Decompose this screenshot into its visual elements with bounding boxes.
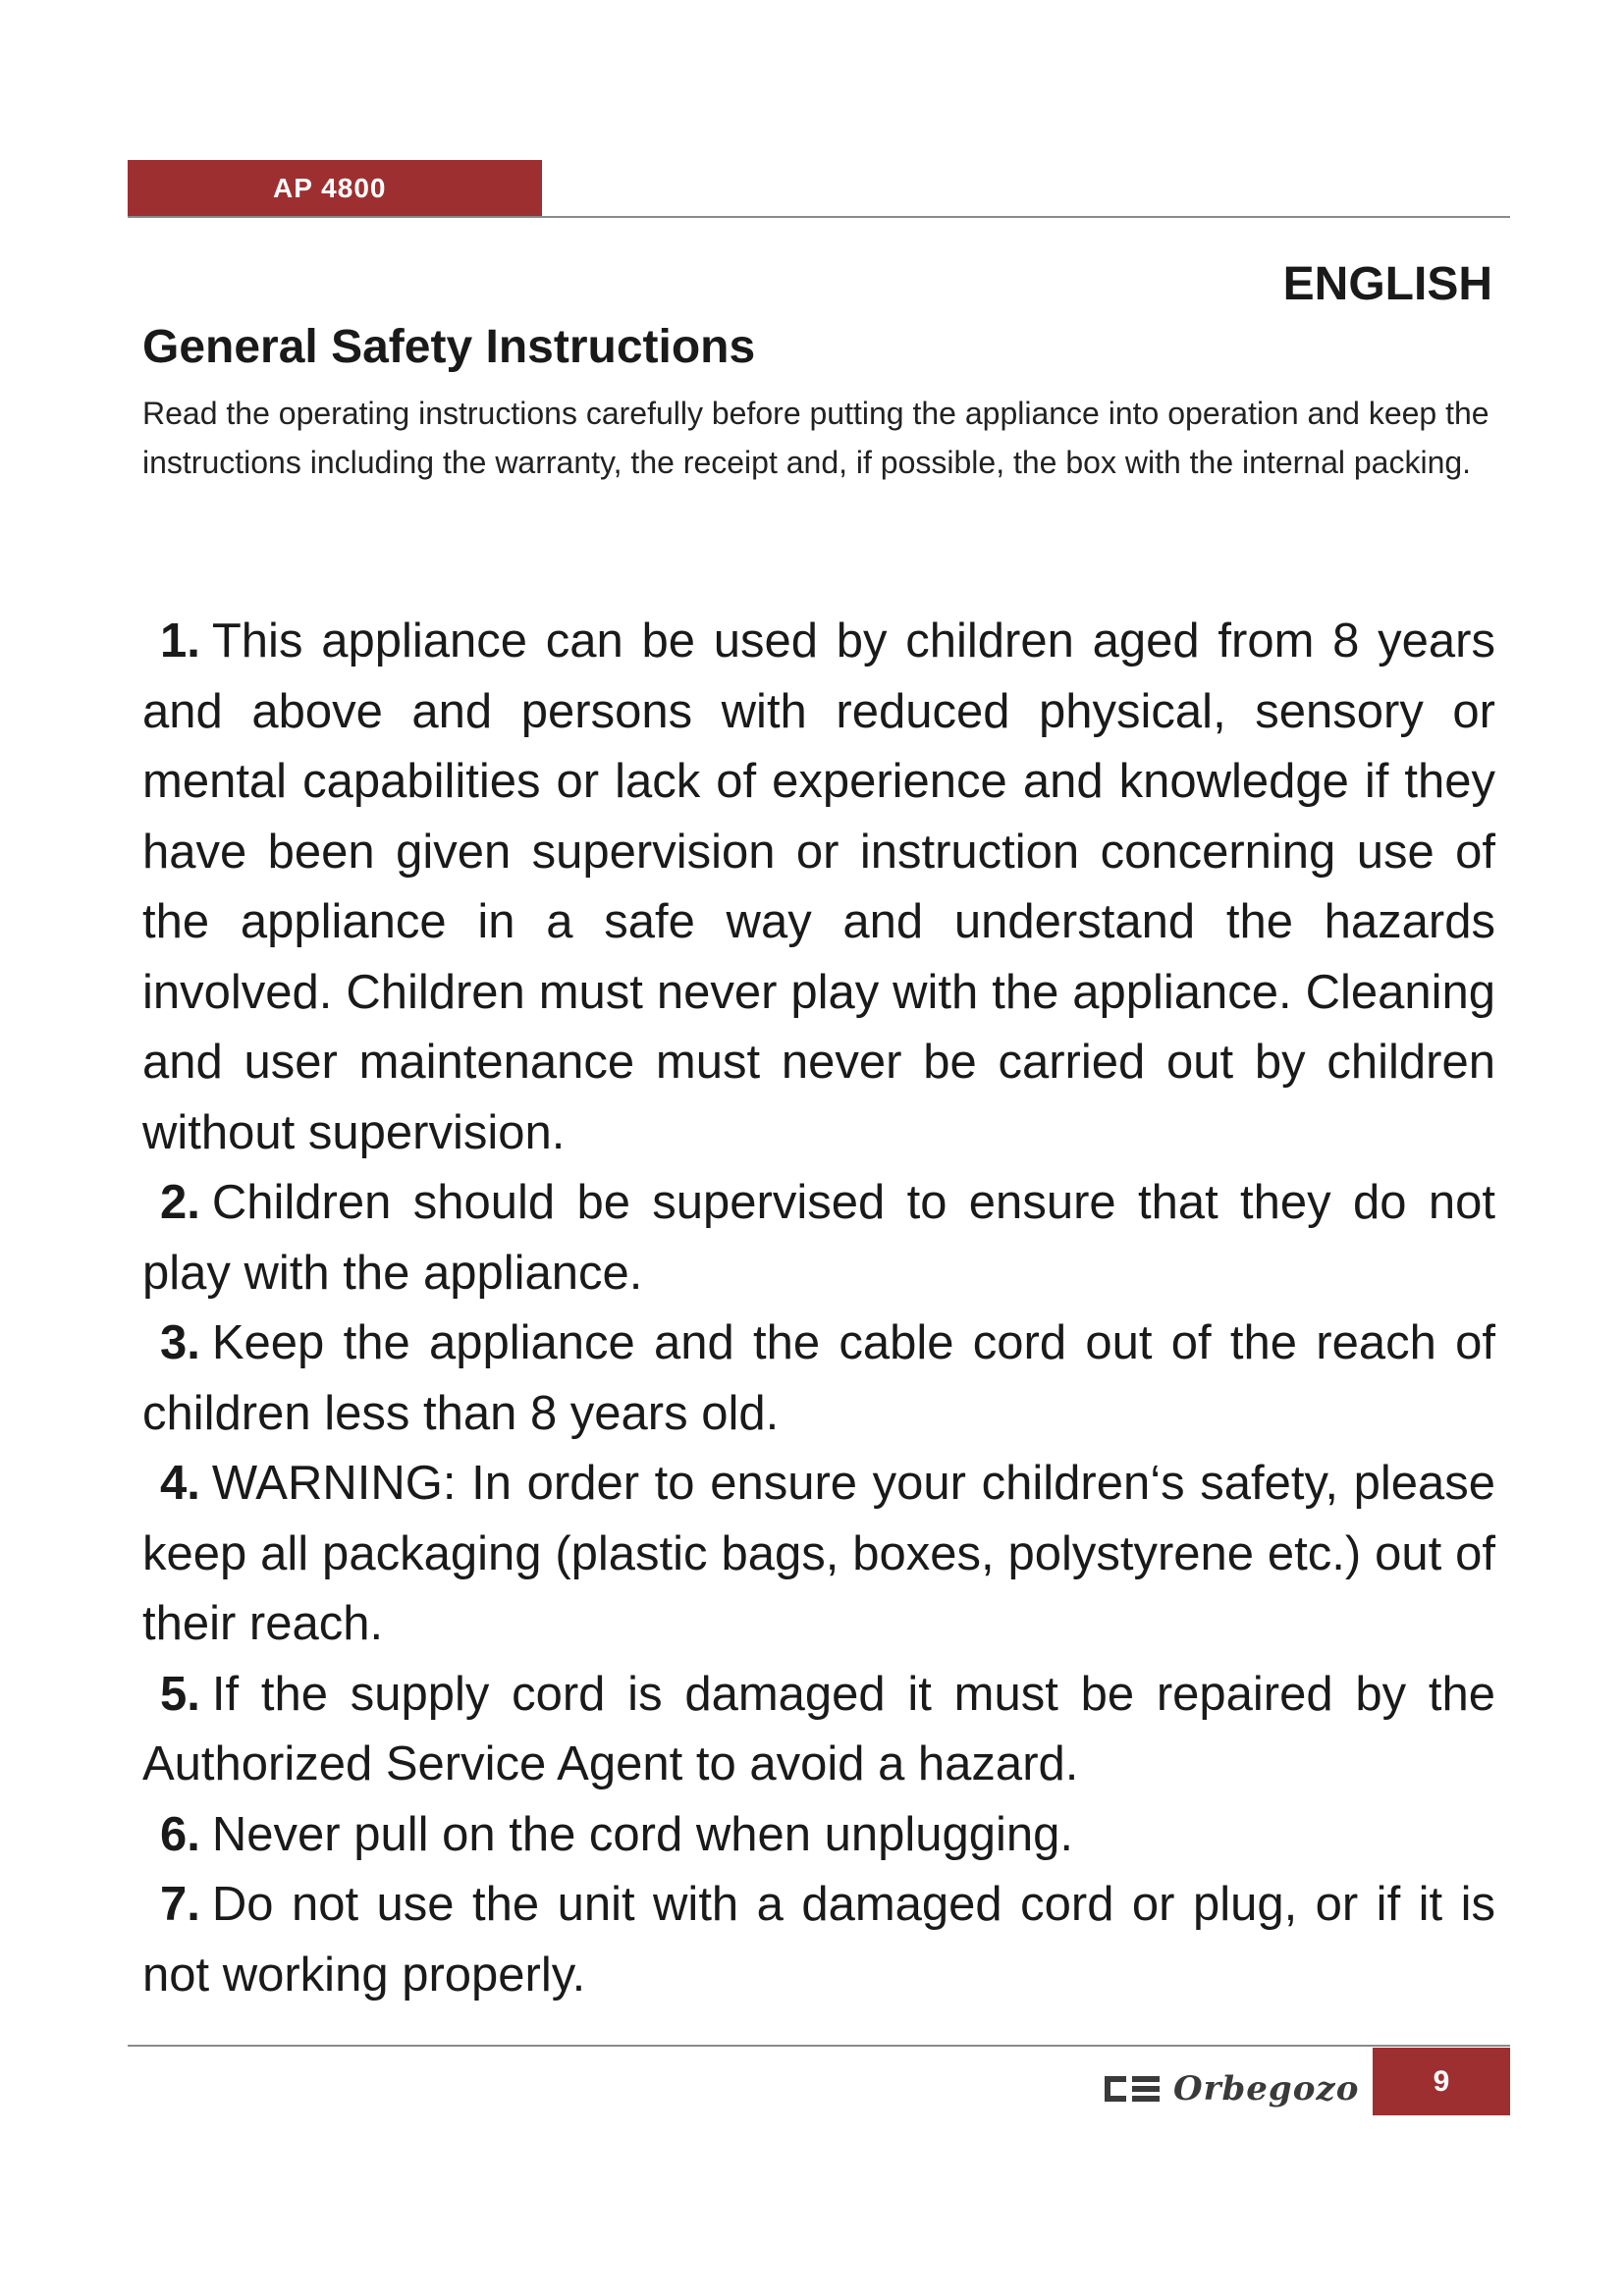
instruction-item-6: [142, 1800, 1495, 1871]
instruction-text: Children should be supervised to ensure that they do not play with the appliance.: [142, 1176, 1495, 1300]
section-title: General Safety Instructions: [142, 321, 756, 373]
page-number: 9: [1373, 2048, 1510, 2115]
instruction-number: 2.: [160, 1176, 200, 1229]
model-label: AP 4800: [273, 173, 387, 203]
instruction-item-7: [142, 1870, 1495, 2010]
instruction-list: [142, 607, 1495, 2010]
instruction-text: WARNING: In order to ensure your children‘s safety, please keep all packaging (plastic bags, boxes, polystyrene etc.) out of their reach.: [142, 1457, 1495, 1650]
instruction-item-2: [142, 1168, 1495, 1308]
header-divider: [128, 216, 1510, 218]
instruction-text: If the supply cord is damaged it must be repaired by the Authorized Service Agent to avoid a hazard.: [142, 1667, 1495, 1790]
model-tab: [128, 160, 542, 216]
instruction-item-4: [142, 1449, 1495, 1660]
instruction-number: 6.: [160, 1807, 200, 1861]
instruction-text: Keep the appliance and the cable cord out of the reach of children less than 8 years old.: [142, 1316, 1495, 1440]
instruction-number: 3.: [160, 1316, 200, 1369]
instruction-item-5: [142, 1660, 1495, 1800]
instruction-text: This appliance can be used by children aged from 8 years and above and persons with reduced physical, sensory or mental capabilities or lack of experience and knowledge if they have been given supervision or instruction concerning use of the appliance in a safe way and understand the hazards involved. Children must never play with the appliance. Cleaning and user maintenance must never be carried out by children without supervision.: [142, 614, 1495, 1159]
instruction-item-3: [142, 1308, 1495, 1449]
footer-divider: [128, 2045, 1510, 2047]
instruction-text: Do not use the unit with a damaged cord or plug, or if it is not working properly.: [142, 1878, 1495, 2002]
instruction-number: 5.: [160, 1667, 200, 1721]
brand-name: Orbegozo: [1173, 2069, 1360, 2109]
brand-logo: [1105, 2055, 1359, 2123]
instruction-number: 7.: [160, 1878, 200, 1931]
instruction-number: 4.: [160, 1457, 200, 1510]
orbegozo-logo-icon: [1105, 2076, 1160, 2102]
instruction-number: 1.: [160, 614, 200, 667]
intro-paragraph: Read the operating instructions carefully before putting the appliance into operation and keep the instructions including the warranty, the receipt and, if possible, the box with the internal packing.: [142, 396, 1489, 480]
language-heading: ENGLISH: [1282, 258, 1492, 310]
instruction-item-1: [142, 607, 1495, 1168]
instruction-text: Never pull on the cord when unplugging.: [211, 1807, 1074, 1861]
